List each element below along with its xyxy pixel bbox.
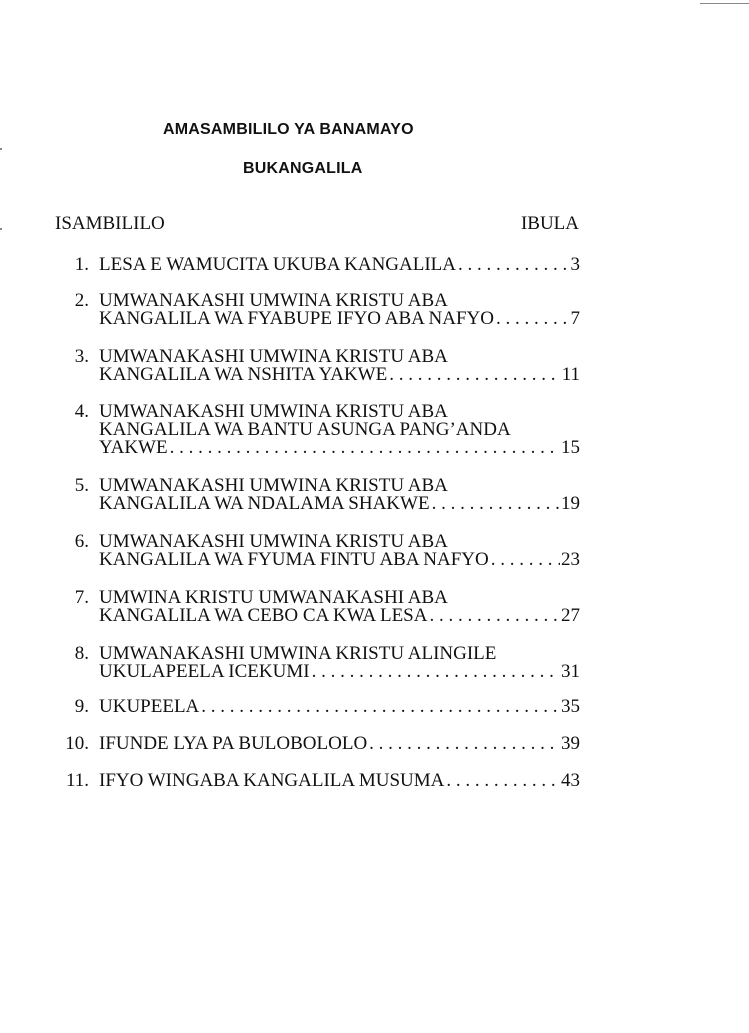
document-title: AMASAMBILILO YA BANAMAYO <box>163 121 414 138</box>
toc-entry-title <box>99 645 580 681</box>
column-header-lesson: ISAMBILILO <box>55 213 165 234</box>
toc-entry-title-line: KANGALILA WA NDALAMA SHAKWE <box>99 493 430 514</box>
toc-entry-last-line <box>99 772 580 790</box>
dot-leader <box>456 256 569 274</box>
toc-entry-title-line: UMWANAKASHI UMWINA KRISTU ABA <box>99 533 448 551</box>
toc-entry-title <box>99 772 580 790</box>
document-subtitle: BUKANGALILA <box>243 160 363 177</box>
dot-leader <box>444 772 560 790</box>
toc-entry-page-number: 3 <box>570 254 580 275</box>
toc-entry-title <box>99 477 580 513</box>
toc-entry-last-line <box>99 698 580 716</box>
toc-entry-page-number: 39 <box>561 733 580 754</box>
dot-leader <box>427 607 560 625</box>
toc-entry-title-line: UKUPEELA <box>99 696 200 717</box>
toc-entry-page-number: 27 <box>561 605 580 626</box>
toc-entry-page-number: 15 <box>561 437 580 458</box>
toc-entry-title <box>99 589 580 625</box>
dot-leader <box>489 551 560 569</box>
toc-entry-last-line <box>99 366 580 384</box>
dot-leader <box>430 495 560 513</box>
dot-leader <box>310 663 560 681</box>
toc-entry-title-line: KANGALILA WA BANTU ASUNGA PANG’ANDA <box>99 421 511 439</box>
toc-entry-last-line <box>99 495 580 513</box>
toc-entry-last-line <box>99 607 580 625</box>
toc-entry-title <box>99 348 580 384</box>
toc-entry-number: 6. <box>74 531 89 552</box>
toc-entry-number: 1. <box>74 254 89 275</box>
toc-entry-number: 11. <box>65 770 89 791</box>
toc-entry-number: 7. <box>74 587 89 608</box>
toc-entry-title-line: UMWANAKASHI UMWINA KRISTU ABA <box>99 292 448 310</box>
toc-entry-number: 10. <box>65 733 89 754</box>
toc-entry-number: 5. <box>74 475 89 496</box>
toc-entry-last-line <box>99 663 580 681</box>
toc-entry-title-line: UMWANAKASHI UMWINA KRISTU ALINGILE <box>99 645 497 663</box>
toc-entry-page-number: 7 <box>570 308 580 329</box>
toc-entry-title-line: KANGALILA WA FYUMA FINTU ABA NAFYO <box>99 549 489 570</box>
toc-entry-last-line <box>99 310 580 328</box>
toc-entry-title-line: KANGALILA WA CEBO CA KWA LESA <box>99 605 428 626</box>
toc-entry-title <box>99 292 580 328</box>
toc-entry-page-number: 11 <box>561 364 580 385</box>
toc-entry-title <box>99 735 580 753</box>
toc-entry-title-line: UMWINA KRISTU UMWANAKASHI ABA <box>99 589 448 607</box>
toc-entry-title-line: KANGALILA WA NSHITA YAKWE <box>99 364 388 385</box>
dot-leader <box>367 735 560 753</box>
toc-entry-title-line: YAKWE <box>99 437 168 458</box>
toc-entry-number: 4. <box>74 401 89 422</box>
toc-entry-number: 2. <box>74 290 89 311</box>
toc-entry-title-line: UMWANAKASHI UMWINA KRISTU ABA <box>99 348 448 366</box>
toc-entry-title <box>99 256 580 274</box>
toc-entry-last-line <box>99 256 580 274</box>
toc-entry-page-number: 19 <box>561 493 580 514</box>
toc-entry-title-line: IFYO WINGABA KANGALILA MUSUMA <box>99 770 445 791</box>
toc-entry-title <box>99 698 580 716</box>
toc-entry-number: 3. <box>74 346 89 367</box>
dot-leader <box>387 366 560 384</box>
toc-entry-page-number: 23 <box>561 549 580 570</box>
toc-entry-title <box>99 403 580 457</box>
toc-entry-title <box>99 533 580 569</box>
toc-entry-title-line: UMWANAKASHI UMWINA KRISTU ABA <box>99 477 448 495</box>
toc-entry-last-line <box>99 735 580 753</box>
toc-entry-last-line <box>99 439 580 457</box>
toc-entry-title-line: LESA E WAMUCITA UKUBA KANGALILA <box>99 254 457 275</box>
toc-entry-title-line: UMWANAKASHI UMWINA KRISTU ABA <box>99 403 448 421</box>
toc-entry-number: 8. <box>74 643 89 664</box>
toc-entry-number: 9. <box>74 696 89 717</box>
toc-entry-page-number: 43 <box>561 770 580 791</box>
dot-leader <box>199 698 560 716</box>
column-header-page: IBULA <box>520 213 579 234</box>
dot-leader <box>168 439 560 457</box>
toc-entry-page-number: 35 <box>561 696 580 717</box>
toc-entry-last-line <box>99 551 580 569</box>
toc-entry-title-line: KANGALILA WA FYABUPE IFYO ABA NAFYO <box>99 308 495 329</box>
toc-entry-title-line: IFUNDE LYA PA BULOBOLOLO <box>99 733 368 754</box>
toc-entry-title-line: UKULAPEELA ICEKUMI <box>99 661 310 682</box>
dot-leader <box>494 310 569 328</box>
toc-entry-page-number: 31 <box>561 661 580 682</box>
